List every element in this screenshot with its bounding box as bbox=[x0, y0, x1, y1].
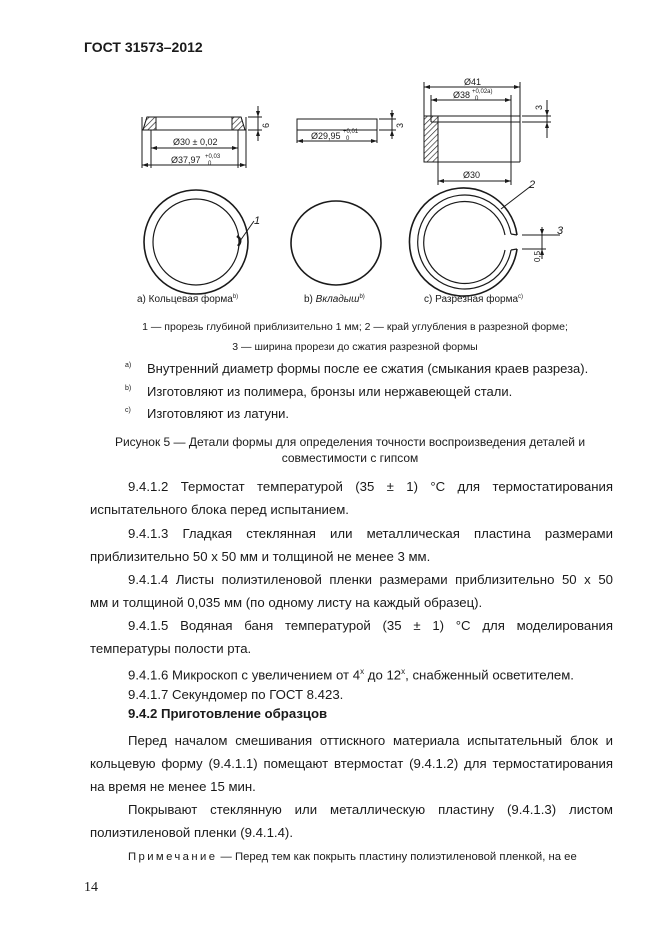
dim-a-height: 6 bbox=[261, 122, 271, 128]
svg-text:0: 0 bbox=[346, 136, 350, 142]
callout-2: 2 bbox=[529, 179, 536, 191]
insert-plan bbox=[291, 201, 381, 285]
figure-legend-line-1: 1 — прорезь глубиной приблизительно 1 мм; 2 — край углубления в разрезной форме; bbox=[142, 321, 568, 333]
dim-b-diameter: Ø29,95 bbox=[311, 131, 341, 141]
dim-c-recess-depth: 3 bbox=[534, 104, 544, 110]
ring-form-plan bbox=[144, 190, 254, 294]
svg-text:0: 0 bbox=[208, 161, 212, 167]
insert-profile bbox=[297, 110, 405, 143]
paragraph-942a-line3: на время не менее 15 мин. bbox=[90, 779, 256, 794]
paragraph-942b-line2: полиэтиленовой пленки (9.4.1.4). bbox=[90, 825, 293, 840]
ring-form-profile bbox=[142, 106, 271, 168]
subcaption-c: с) Разрезная форма bbox=[424, 294, 519, 305]
page-number: 14 bbox=[84, 880, 98, 895]
subcaption-a: а) Кольцевая форма bbox=[137, 294, 233, 305]
paragraph-9415-line2: температуры полости рта. bbox=[90, 641, 252, 656]
svg-text:b) Вкладышb): b) Вкладыш$^{b)}$ bbox=[304, 294, 365, 305]
paragraph-9413-line2: приблизительно 50 х 50 мм и толщиной не менее 3 мм. bbox=[90, 549, 431, 564]
document-header: ГОСТ 31573–2012 bbox=[84, 39, 203, 55]
dim-c-bore: Ø30 bbox=[463, 170, 481, 180]
figure-caption: Рисунок 5 — Детали формы для определения точности воспроизведения деталей и совместимости с гипсом bbox=[114, 435, 586, 465]
subcaption-b: Вкладыш bbox=[315, 294, 360, 305]
paragraph-9416: 9.4.1.6 Микроскоп с увеличением от 4$^x$ до 12$^x$, снабженный осветителем. bbox=[128, 667, 574, 683]
paragraph-9414-line2: мм и толщиной 0,035 мм (по одному листу на каждый образец). bbox=[90, 595, 483, 610]
svg-text:+0,01: +0,01 bbox=[343, 129, 359, 135]
paragraph-9413-line1: 9.4.1.3 Гладкая стеклянная или металлическая пластина размерами bbox=[128, 526, 613, 541]
callout-3: 3 bbox=[557, 225, 564, 237]
split-form-profile bbox=[424, 77, 551, 185]
dim-c-recess: Ø38 bbox=[453, 90, 471, 100]
figure-5-drawing bbox=[0, 0, 661, 340]
svg-text:+0,03: +0,03 bbox=[205, 154, 221, 160]
paragraph-942b-line1: Покрывают стеклянную или металлическую пластину (9.4.1.3) листом bbox=[128, 802, 613, 817]
split-form-plan bbox=[409, 186, 560, 296]
paragraph-9415-line1: 9.4.1.5 Водяная баня температурой (35 ± 1) °С для моделирования bbox=[128, 618, 613, 633]
paragraph-942a-line2: кольцевую форму (9.4.1.1) помещают втермостат (9.4.1.2) для термостатирования bbox=[90, 756, 613, 771]
section-heading-942: 9.4.2 Приготовление образцов bbox=[128, 706, 328, 721]
dim-a-outer: Ø37,97 bbox=[171, 155, 201, 165]
svg-text:+0,02a): +0,02a) bbox=[472, 89, 493, 95]
paragraph-9412-line1: 9.4.1.2 Термостат температурой (35 ± 1) °С для термостатирования bbox=[128, 479, 613, 494]
callout-1: 1 bbox=[254, 215, 261, 227]
paragraph-9412-line2: испытательного блока перед испытанием. bbox=[90, 502, 349, 517]
svg-text:0: 0 bbox=[475, 96, 479, 102]
dim-a-inner: Ø30 ± 0,02 bbox=[173, 137, 218, 147]
svg-text:а) Кольцевая формаb): а) Кольцевая форма$^{b)}$ bbox=[137, 294, 239, 305]
note-line: Примечание — Перед тем как покрыть пластину полиэтиленовой пленкой, на ее bbox=[128, 851, 577, 863]
paragraph-9417: 9.4.1.7 Секундомер по ГОСТ 8.423. bbox=[128, 687, 344, 702]
dim-b-height: 3 bbox=[395, 122, 405, 128]
svg-text:с) Разрезная формас): с) Разрезная форма$^{с)}$ bbox=[424, 294, 524, 305]
dim-c-outer: Ø41 bbox=[464, 77, 482, 87]
dim-c-slot: 0,5 bbox=[533, 250, 542, 262]
paragraph-942a-line1: Перед началом смешивания оттискного материала испытательный блок и bbox=[128, 733, 613, 748]
figure-legend-line-2: 3 — ширина прорези до сжатия разрезной формы bbox=[232, 341, 478, 353]
paragraph-9414-line1: 9.4.1.4 Листы полиэтиленовой пленки размерами приблизительно 50 х 50 bbox=[128, 572, 613, 587]
